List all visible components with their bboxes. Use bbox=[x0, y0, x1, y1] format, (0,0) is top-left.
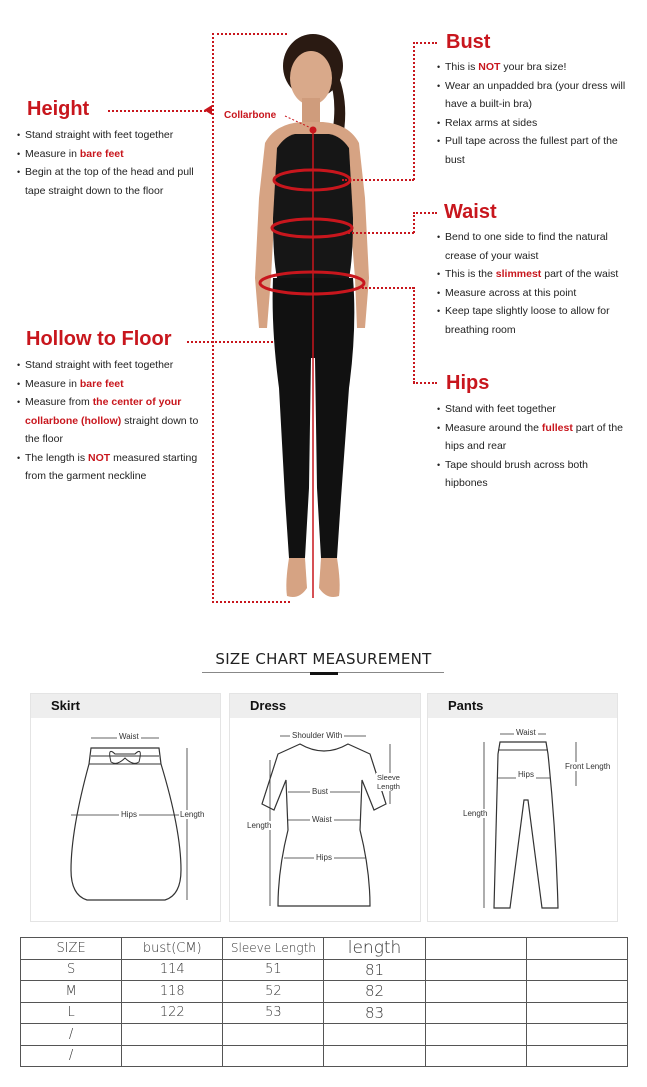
list-item: • Measure in bare feet bbox=[17, 145, 212, 164]
table-cell bbox=[425, 1002, 526, 1024]
table-header-cell: SIZE bbox=[21, 938, 122, 960]
table-header-cell bbox=[526, 938, 627, 960]
list-item: • Measure from the center of your collarbone (hollow) straight down to the floor bbox=[17, 393, 212, 449]
bust-title: Bust bbox=[446, 31, 491, 53]
pants-card bbox=[427, 693, 618, 922]
skirt-length-label: Length bbox=[180, 810, 205, 819]
list-item: • Stand straight with feet together bbox=[17, 126, 212, 145]
bust-leader-top bbox=[413, 42, 437, 44]
height-line bbox=[212, 33, 214, 603]
height-title: Height bbox=[27, 98, 90, 120]
skirt-card bbox=[30, 693, 221, 922]
model-figure bbox=[225, 28, 405, 608]
height-bullets bbox=[17, 126, 212, 200]
title-underline-accent bbox=[310, 672, 338, 675]
skirt-hips-label: Hips bbox=[121, 810, 138, 819]
table-row bbox=[21, 959, 628, 981]
skirt-card-title: Skirt bbox=[31, 694, 220, 718]
size-chart-title: SIZE CHART MEASUREMENT bbox=[215, 650, 432, 668]
table-cell: L bbox=[21, 1002, 122, 1024]
hips-leader-top bbox=[362, 287, 414, 289]
table-cell bbox=[324, 1045, 425, 1067]
list-item: • Measure around the fullest part of the hips and rear bbox=[437, 419, 632, 456]
table-cell bbox=[526, 959, 627, 981]
height-arrow-icon bbox=[204, 105, 212, 115]
table-cell: 114 bbox=[122, 959, 223, 981]
table-cell bbox=[526, 981, 627, 1003]
pants-front-label: Front Length bbox=[565, 762, 611, 771]
list-item: • This is the slimmest part of the waist bbox=[437, 265, 637, 284]
pants-hips-label: Hips bbox=[518, 770, 535, 779]
pants-waist-label: Waist bbox=[516, 728, 536, 737]
hips-bullets bbox=[437, 400, 632, 493]
table-row bbox=[21, 1024, 628, 1046]
table-cell: 122 bbox=[122, 1002, 223, 1024]
table-cell: 83 bbox=[324, 1002, 425, 1024]
table-header-cell: Sleeve Length bbox=[223, 938, 324, 960]
table-header-cell bbox=[425, 938, 526, 960]
list-item: • The length is NOT measured starting from the garment neckline bbox=[17, 449, 212, 486]
table-header-cell: bust(CM) bbox=[122, 938, 223, 960]
list-item: • Stand with feet together bbox=[437, 400, 632, 419]
table-header-cell: length bbox=[324, 938, 425, 960]
list-item: • Tape should brush across both hipbones bbox=[437, 456, 632, 493]
bust-bullets bbox=[437, 58, 632, 169]
table-header-row bbox=[21, 938, 628, 960]
collarbone-label: Collarbone bbox=[224, 110, 277, 121]
dress-shoulder-label: Shoulder With bbox=[292, 731, 343, 740]
table-row bbox=[21, 1002, 628, 1024]
bust-leader-bottom bbox=[342, 179, 414, 181]
dress-waist-label: Waist bbox=[312, 815, 332, 824]
table-cell bbox=[223, 1024, 324, 1046]
waist-bullets bbox=[437, 228, 637, 339]
size-table bbox=[20, 937, 628, 1067]
table-cell: 81 bbox=[324, 959, 425, 981]
table-cell bbox=[425, 959, 526, 981]
hips-leader-bottom bbox=[413, 382, 437, 384]
table-cell: 82 bbox=[324, 981, 425, 1003]
waist-leader-v bbox=[413, 212, 415, 233]
pants-diagram bbox=[428, 720, 617, 920]
table-cell: / bbox=[21, 1024, 122, 1046]
table-cell bbox=[526, 1024, 627, 1046]
waist-title: Waist bbox=[444, 201, 497, 223]
table-row bbox=[21, 1045, 628, 1067]
table-cell: 118 bbox=[122, 981, 223, 1003]
table-cell: 51 bbox=[223, 959, 324, 981]
table-cell bbox=[425, 981, 526, 1003]
list-item: • Stand straight with feet together bbox=[17, 356, 212, 375]
bust-leader-v bbox=[413, 42, 415, 180]
table-cell bbox=[122, 1045, 223, 1067]
waist-leader-top bbox=[413, 212, 437, 214]
list-item: • Measure across at this point bbox=[437, 284, 637, 303]
height-leader bbox=[108, 110, 206, 112]
skirt-diagram bbox=[31, 720, 220, 920]
list-item: • Bend to one side to find the natural crease of your waist bbox=[437, 228, 637, 265]
table-row bbox=[21, 981, 628, 1003]
pants-length-label: Length bbox=[463, 809, 488, 818]
skirt-waist-label: Waist bbox=[119, 732, 139, 741]
table-cell: / bbox=[21, 1045, 122, 1067]
table-cell bbox=[122, 1024, 223, 1046]
hips-title: Hips bbox=[446, 372, 490, 394]
dress-card bbox=[229, 693, 421, 922]
dress-sleeve-label: Sleeve Length bbox=[376, 773, 420, 791]
list-item: • Measure in bare feet bbox=[17, 375, 212, 394]
list-item: • Keep tape slightly loose to allow for breathing room bbox=[437, 302, 637, 339]
table-cell: S bbox=[21, 959, 122, 981]
table-cell bbox=[526, 1045, 627, 1067]
list-item: • Wear an unpadded bra (your dress will have a built-in bra) bbox=[437, 77, 632, 114]
table-cell bbox=[425, 1024, 526, 1046]
hollow-title: Hollow to Floor bbox=[26, 328, 172, 350]
list-item: • This is NOT your bra size! bbox=[437, 58, 632, 77]
table-cell bbox=[223, 1045, 324, 1067]
table-cell bbox=[425, 1045, 526, 1067]
dress-bust-label: Bust bbox=[312, 787, 329, 796]
list-item: • Pull tape across the fullest part of the bust bbox=[437, 132, 632, 169]
dress-card-title: Dress bbox=[230, 694, 420, 718]
dress-length-label: Length bbox=[247, 821, 272, 830]
hollow-bullets bbox=[17, 356, 212, 486]
list-item: • Relax arms at sides bbox=[437, 114, 632, 133]
list-item: • Begin at the top of the head and pull tape straight down to the floor bbox=[17, 163, 212, 200]
table-cell: M bbox=[21, 981, 122, 1003]
waist-leader-bottom bbox=[345, 232, 414, 234]
dress-hips-label: Hips bbox=[316, 853, 333, 862]
table-cell: 53 bbox=[223, 1002, 324, 1024]
table-cell bbox=[526, 1002, 627, 1024]
table-cell: 52 bbox=[223, 981, 324, 1003]
hips-leader-v bbox=[413, 287, 415, 383]
pants-card-title: Pants bbox=[428, 694, 617, 718]
table-cell bbox=[324, 1024, 425, 1046]
